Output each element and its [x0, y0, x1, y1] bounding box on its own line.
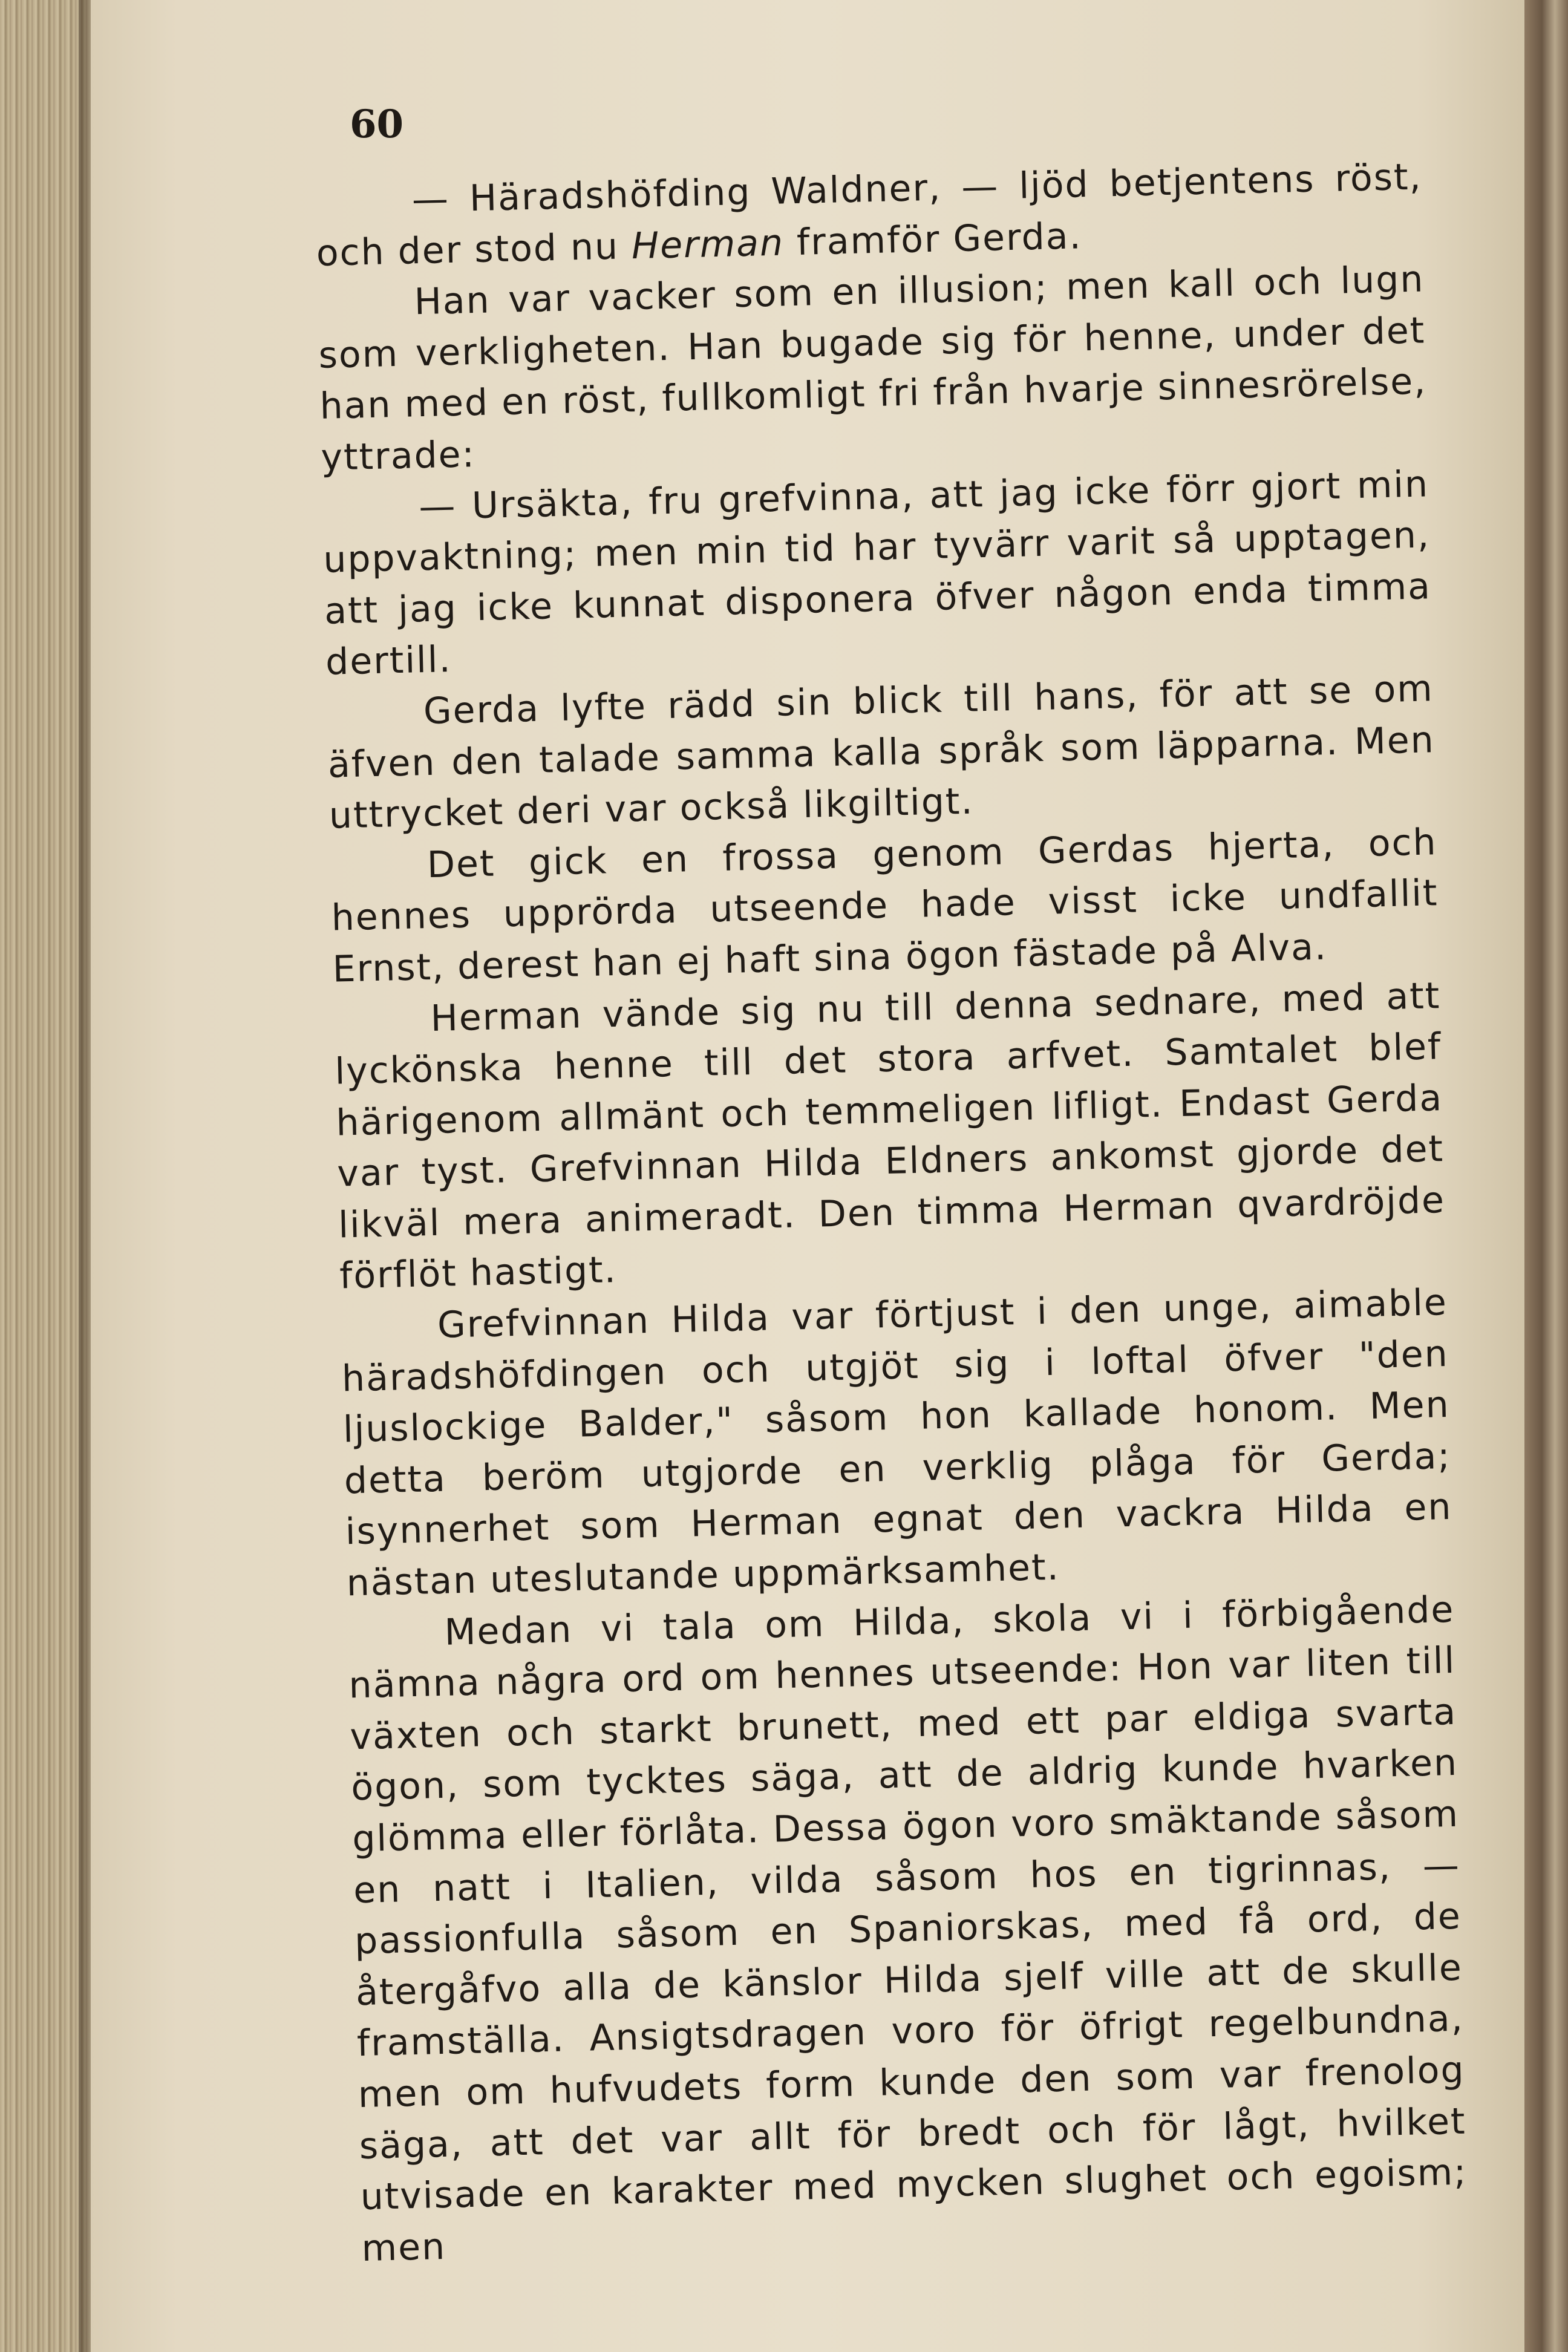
paragraph-2: Han var vacker som en illusion; men kall och lugn som verkligheten. Han bugade sig för henne, under det han med en röst, fullkomligt fri från hvarje sinnesrörelse, yttrade:	[318, 258, 1427, 479]
page-number: 60	[350, 102, 404, 147]
paragraph-1-italic-name: Herman	[631, 221, 785, 267]
paragraph-4: Gerda lyfte rädd sin blick till hans, för att se om äfven den talade samma kalla språk som läpparna. Men uttrycket deri var också likgiltigt.	[327, 667, 1436, 837]
paragraph-6: Herman vände sig nu till denna sednare, med att lyckönska henne till det stora arfvet. Samtalet blef härigenom allmänt och temmeligen lifligt. Endast Gerda var tyst. Grefvinnan Hilda Eldners ankomst gjorde det likväl mera animeradt. Den timma Herman qvardröjde förflöt hastigt.	[334, 974, 1446, 1298]
paragraph-8: Medan vi tala om Hilda, skola vi i förbigående nämna några ord om hennes utseende: Hon var liten till växten och starkt brunett, med ett par eldiga svarta ögon, som tycktes säga, att de aldrig kunde hvarken glömma eller förlåta. Dessa ögon voro smäktande såsom en natt i Italien, vilda såsom hos en tigrinnas, — passionfulla såsom en Spaniorskas, med få ord, de återgåfvo alla de känslor Hilda sjelf ville att de skulle framställa. Ansigtsdragen voro för öfrigt regelbundna, men om hufvudets form kunde den som var frenolog säga, att det var allt för bredt och för lågt, hvilket utvisade en karakter med mycken slughet och egoism; men	[348, 1588, 1468, 2270]
paragraph-1-part-3: framför Gerda.	[783, 214, 1083, 264]
page-body-text	[315, 151, 1469, 2274]
next-page-edge	[1524, 0, 1568, 2352]
paragraph-3: — Ursäkta, fru grefvinna, att jag icke förr gjort min uppvaktning; men min tid har tyvärr varit så upptagen, att jag icke kunnat disponera öfver någon enda timma dertill.	[322, 462, 1432, 684]
book-spine-page-stack	[0, 0, 91, 2352]
paragraph-1-part-1: — Häradshöfding Waldner, — ljöd betjentens röst, och der stod nu	[316, 155, 1423, 275]
paragraph-5: Det gick en frossa genom Gerdas hjerta, och hennes upprörda utseende hade visst icke undfallit Ernst, derest han ej haft sina ögon fästade på Alva.	[331, 820, 1439, 991]
paragraph-7: Grefvinnan Hilda var förtjust i den unge, aimable häradshöfdingen och utgjöt sig i loftal öfver "den ljuslockige Balder," såsom hon kallade honom. Men detta beröm utgjorde en verklig plåga för Gerda; isynnerhet som Herman egnat den vackra Hilda en nästan uteslutande uppmärksamhet.	[341, 1281, 1453, 1605]
